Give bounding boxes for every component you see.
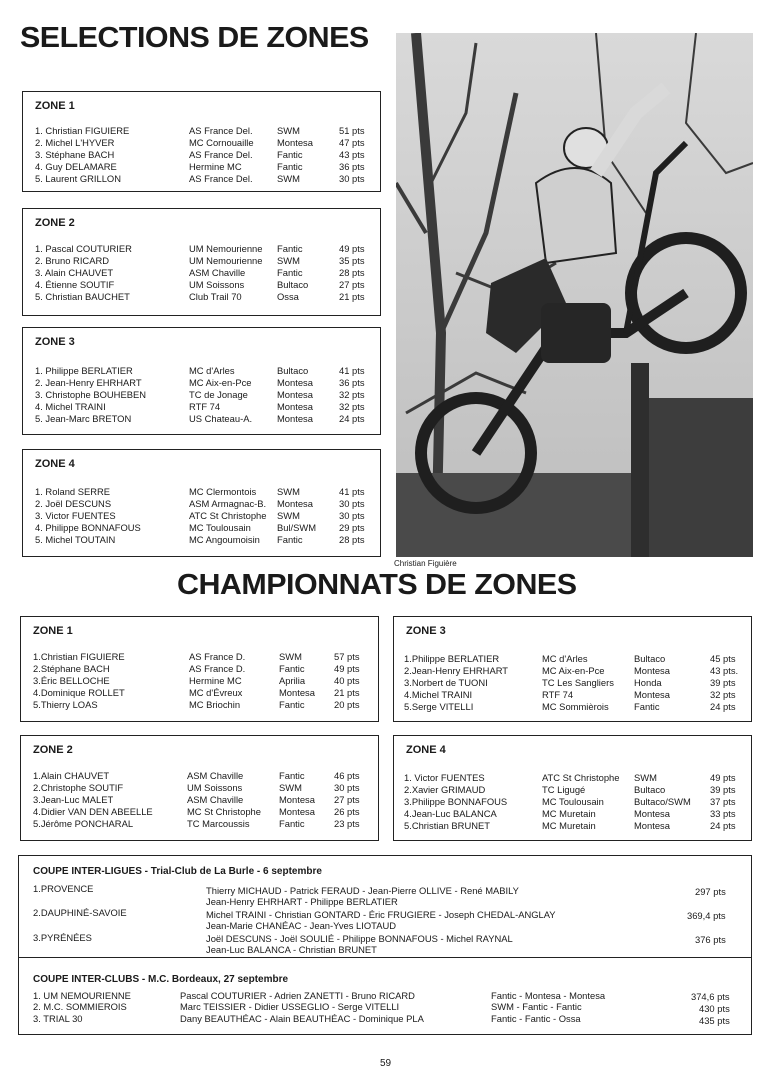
club-name: MC Sommièrois [542,701,609,712]
bike-make: Fantic [279,699,305,710]
club-name: Club Trail 70 [189,291,242,302]
result-row [21,687,378,699]
bike-make: Montesa [277,401,313,412]
ligue-riders-line1: Thierry MICHAUD - Patrick FERAUD - Jean-Pierre OLLIVE - René MABILY [206,885,519,896]
bike-make: SWM [277,486,300,497]
bike-make: Montesa [634,665,670,676]
rider-name: 3. Alain CHAUVET [35,267,114,278]
points: 49 pts [710,772,736,783]
result-row [21,806,378,818]
rider-name: 1. Philippe BERLATIER [35,365,133,376]
rider-name: 1. Roland SERRE [35,486,111,497]
bike-make: Montesa [277,377,313,388]
bike-make: Bultaco [634,784,666,795]
result-row [394,772,751,784]
result-row [23,522,380,534]
bike-make: Bultaco/SWM [634,796,691,807]
points: 35 pts [339,255,365,266]
ligue-points: 376 pts [695,934,726,945]
club-name: ATC St Christophe [542,772,620,783]
bike-make: Montesa [634,689,670,700]
result-row [23,534,380,546]
rider-name: 1.Philippe BERLATIER [404,653,500,664]
club-name: TC Ligugé [542,784,586,795]
bike-make: Montesa [277,498,313,509]
club-name: Hermine MC [189,675,242,686]
club-name: TC de Jonage [189,389,248,400]
rider-jump-illustration [396,33,753,557]
points: 40 pts [334,675,360,686]
points: 32 pts [339,389,365,400]
selection-zone-1-box [22,91,381,192]
result-row [21,782,378,794]
club-name: MC Briochin [189,699,241,710]
rider-name: 2. Michel L'HYVER [35,137,115,148]
club-name: MC Muretain [542,808,596,819]
ligue-points: 297 pts [695,886,726,897]
rider-name: 5. Laurent GRILLON [35,173,121,184]
ligue-riders-line2: Jean-Marie CHANÉAC - Jean-Yves LIOTAUD [206,920,396,931]
points: 47 pts [339,137,365,148]
rider-name: 5. Jean-Marc BRETON [35,413,132,424]
points: 43 pts [339,149,365,160]
club-name: UM Soissons [187,782,243,793]
zone-heading: ZONE 3 [406,625,446,637]
club-name: MC Muretain [542,820,596,831]
bike-make: Montesa [279,806,315,817]
result-row [394,653,751,665]
result-row [23,389,380,401]
result-row [394,808,751,820]
club-name: MC d'Évreux [189,687,243,698]
result-row [394,784,751,796]
rider-name: 3. Victor FUENTES [35,510,116,521]
result-row [23,161,380,173]
rider-name: 4. Étienne SOUTIF [35,279,115,290]
rider-name: 1.Christian FIGUIERE [33,651,125,662]
club-name: MC Cornouaille [189,137,254,148]
bike-make: Fantic [277,267,303,278]
points: 26 pts [334,806,360,817]
club-bikes: SWM - Fantic - Fantic [491,1001,582,1012]
points: 27 pts [339,279,365,290]
bike-make: Fantic [279,663,305,674]
bike-make: Fantic [277,534,303,545]
bike-make: Ossa [277,291,299,302]
selection-zone-2-box [22,208,381,316]
result-row [23,173,380,185]
club-name: ASM Chaville [187,770,244,781]
rider-name: 3.Jean-Luc MALET [33,794,114,805]
club-name: MC Toulousain [189,522,251,533]
bike-make: SWM [277,125,300,136]
zone-heading: ZONE 1 [35,100,75,112]
club-name: MC Clermontois [189,486,257,497]
rider-name: 2.Stéphane BACH [33,663,110,674]
result-row [394,689,751,701]
result-row [23,401,380,413]
ligue-riders-line1: Joël DESCUNS - Joël SOULIÉ - Philippe BONNAFOUS - Michel RAYNAL [206,933,513,944]
result-row [394,701,751,713]
result-row [23,125,380,137]
club-riders: Marc TEISSIER - Didier USSEGLIO - Serge VITELLI [180,1001,400,1012]
bike-make: Aprilia [279,675,306,686]
points: 30 pts [339,498,365,509]
points: 21 pts [339,291,365,302]
club-points: 435 pts [699,1015,730,1026]
result-row [23,510,380,522]
bike-make: Montesa [634,820,670,831]
championnat-zone-3-box [393,616,752,722]
rider-name: 5. Christian BAUCHET [35,291,130,302]
points: 57 pts [334,651,360,662]
points: 51 pts [339,125,365,136]
rider-name: 3.Philippe BONNAFOUS [404,796,508,807]
points: 20 pts [334,699,360,710]
club-name: AS France D. [189,651,246,662]
result-row [21,663,378,675]
rider-name: 1. Christian FIGUIERE [35,125,130,136]
points: 21 pts [334,687,360,698]
result-row [21,675,378,687]
club-name: MC Aix-en-Pce [189,377,252,388]
club-name: UM Nemourienne [189,255,263,266]
rider-name: 5.Serge VITELLI [404,701,474,712]
result-row [23,279,380,291]
page-title-championnats: CHAMPIONNATS DE ZONES [177,569,577,601]
bike-make: SWM [634,772,657,783]
ligue-place: 1.PROVENCE [33,883,94,894]
bike-make: Bultaco [634,653,666,664]
club-name: MC Angoumoisin [189,534,260,545]
rider-name: 2.Xavier GRIMAUD [404,784,486,795]
zone-heading: ZONE 2 [35,217,75,229]
rider-name: 5. Michel TOUTAIN [35,534,116,545]
ligue-place: 2.DAUPHINÉ-SAVOIE [33,907,127,918]
rider-name: 3. Christophe BOUHEBEN [35,389,146,400]
result-row [394,677,751,689]
club-place: 3. TRIAL 30 [33,1013,83,1024]
ligue-place: 3.PYRÉNÉES [33,932,92,943]
club-name: TC Marcoussis [187,818,250,829]
page-number: 59 [380,1058,392,1069]
result-row [23,149,380,161]
coupe-inter-ligues-heading: COUPE INTER-LIGUES - Trial-Club de La Burle - 6 septembre [33,866,322,877]
club-name: MC Toulousain [542,796,604,807]
rider-name: 4.Jean-Luc BALANCA [404,808,497,819]
zone-heading: ZONE 1 [33,625,73,637]
rider-name: 4.Michel TRAINI [404,689,473,700]
bike-make: Bul/SWM [277,522,317,533]
bike-make: Bultaco [277,365,309,376]
championnat-zone-1-box [20,616,379,722]
rider-name: 2. Jean-Henry EHRHART [35,377,142,388]
club-name: MC St Christophe [187,806,261,817]
divider [19,957,751,958]
rider-name: 2.Christophe SOUTIF [33,782,124,793]
ligue-riders-line2: Jean-Henry EHRHART - Philippe BERLATIER [206,896,398,907]
bike-make: SWM [279,651,302,662]
rider-name: 2.Jean-Henry EHRHART [404,665,509,676]
selection-zone-3-box [22,327,381,435]
club-name: UM Nemourienne [189,243,263,254]
club-name: AS France D. [189,663,246,674]
rider-name: 4.Didier VAN DEN ABEELLE [33,806,153,817]
points: 36 pts [339,377,365,388]
club-bikes: Fantic - Fantic - Ossa [491,1013,581,1024]
club-place: 2. M.C. SOMMIEROIS [33,1001,127,1012]
bike-make: Fantic [634,701,660,712]
zone-heading: ZONE 4 [35,458,75,470]
rider-name: 3.Norbert de TUONI [404,677,488,688]
club-name: RTF 74 [542,689,574,700]
club-name: MC d'Arles [189,365,235,376]
result-row [21,818,378,830]
bike-make: SWM [277,173,300,184]
rider-name: 2. Bruno RICARD [35,255,109,266]
result-row [23,413,380,425]
result-row [21,770,378,782]
points: 41 pts [339,486,365,497]
coupes-box [18,855,752,1035]
bike-make: Bultaco [277,279,309,290]
result-row [23,137,380,149]
club-bikes: Fantic - Montesa - Montesa [491,990,606,1001]
rider-name: 4.Dominique ROLLET [33,687,125,698]
points: 49 pts [334,663,360,674]
result-row [394,796,751,808]
zone-heading: ZONE 3 [35,336,75,348]
ligue-points: 369,4 pts [687,910,726,921]
points: 43 pts. [710,665,739,676]
bike-make: Montesa [279,687,315,698]
rider-name: 4. Guy DELAMARE [35,161,117,172]
bike-make: Montesa [277,137,313,148]
ligue-riders-line2: Jean-Luc BALANCA - Christian BRUNET [206,944,377,955]
rider-name: 2. Joël DESCUNS [35,498,112,509]
selection-zone-4-box [22,449,381,557]
ligue-riders-line1: Michel TRAINI - Christian GONTARD - Éric FRUGIERE - Joseph CHEDAL-ANGLAY [206,909,556,920]
rider-name: 5.Thierry LOAS [33,699,98,710]
points: 49 pts [339,243,365,254]
bike-make: SWM [279,782,302,793]
club-points: 374,6 pts [691,991,730,1002]
bike-make: Fantic [279,818,305,829]
result-row [23,255,380,267]
points: 29 pts [339,522,365,533]
rider-name: 3. Stéphane BACH [35,149,115,160]
points: 28 pts [339,267,365,278]
points: 24 pts [339,413,365,424]
result-row [23,243,380,255]
club-name: AS France Del. [189,149,253,160]
rider-name: 4. Philippe BONNAFOUS [35,522,141,533]
points: 30 pts [339,510,365,521]
club-name: ASM Armagnac-B. [189,498,267,509]
club-name: ASM Chaville [189,267,246,278]
bike-make: SWM [277,255,300,266]
points: 37 pts [710,796,736,807]
championnat-zone-4-box [393,735,752,841]
points: 27 pts [334,794,360,805]
club-name: RTF 74 [189,401,221,412]
points: 24 pts [710,820,736,831]
motorcycle-trial-photo [396,33,753,557]
club-name: US Chateau-A. [189,413,253,424]
result-row [23,377,380,389]
points: 24 pts [710,701,736,712]
page-title-selections: SELECTIONS DE ZONES [20,22,369,54]
club-name: AS France Del. [189,125,253,136]
rider-name: 5.Christian BRUNET [404,820,490,831]
points: 41 pts [339,365,365,376]
points: 28 pts [339,534,365,545]
club-points: 430 pts [699,1003,730,1014]
points: 46 pts [334,770,360,781]
result-row [21,794,378,806]
bike-make: Honda [634,677,662,688]
result-row [23,498,380,510]
result-row [23,365,380,377]
rider-name: 4. Michel TRAINI [35,401,106,412]
club-riders: Pascal COUTURIER - Adrien ZANETTI - Bruno RICARD [180,990,415,1001]
result-row [21,699,378,711]
bike-make: Montesa [279,794,315,805]
rider-name: 1. Victor FUENTES [404,772,485,783]
club-name: MC d'Arles [542,653,588,664]
points: 30 pts [334,782,360,793]
club-name: ASM Chaville [187,794,244,805]
photo-caption: Christian Figuière [394,559,457,568]
points: 30 pts [339,173,365,184]
points: 39 pts [710,784,736,795]
result-row [394,665,751,677]
result-row [23,267,380,279]
club-name: UM Soissons [189,279,245,290]
club-place: 1. UM NEMOURIENNE [33,990,131,1001]
club-name: Hermine MC [189,161,242,172]
points: 36 pts [339,161,365,172]
points: 33 pts [710,808,736,819]
rider-name: 1.Alain CHAUVET [33,770,110,781]
bike-make: Montesa [277,389,313,400]
championnat-zone-2-box [20,735,379,841]
bike-make: Fantic [277,243,303,254]
bike-make: SWM [277,510,300,521]
club-riders: Dany BEAUTHÉAC - Alain BEAUTHÉAC - Dominique PLA [180,1013,424,1024]
club-name: ATC St Christophe [189,510,267,521]
points: 32 pts [339,401,365,412]
rider-name: 3.Éric BELLOCHE [33,675,110,686]
bike-make: Montesa [634,808,670,819]
points: 39 pts [710,677,736,688]
zone-heading: ZONE 2 [33,744,73,756]
coupe-inter-clubs-heading: COUPE INTER-CLUBS - M.C. Bordeaux, 27 septembre [33,974,289,985]
club-name: MC Aix-en-Pce [542,665,605,676]
bike-make: Fantic [279,770,305,781]
bike-make: Fantic [277,149,303,160]
result-row [394,820,751,832]
points: 32 pts [710,689,736,700]
zone-heading: ZONE 4 [406,744,446,756]
rider-name: 5.Jérôme PONCHARAL [33,818,134,829]
result-row [21,651,378,663]
club-name: TC Les Sangliers [542,677,614,688]
club-name: AS France Del. [189,173,253,184]
rider-name: 1. Pascal COUTURIER [35,243,132,254]
bike-make: Fantic [277,161,303,172]
result-row [23,486,380,498]
points: 23 pts [334,818,360,829]
result-row [23,291,380,303]
points: 45 pts [710,653,736,664]
bike-make: Montesa [277,413,313,424]
